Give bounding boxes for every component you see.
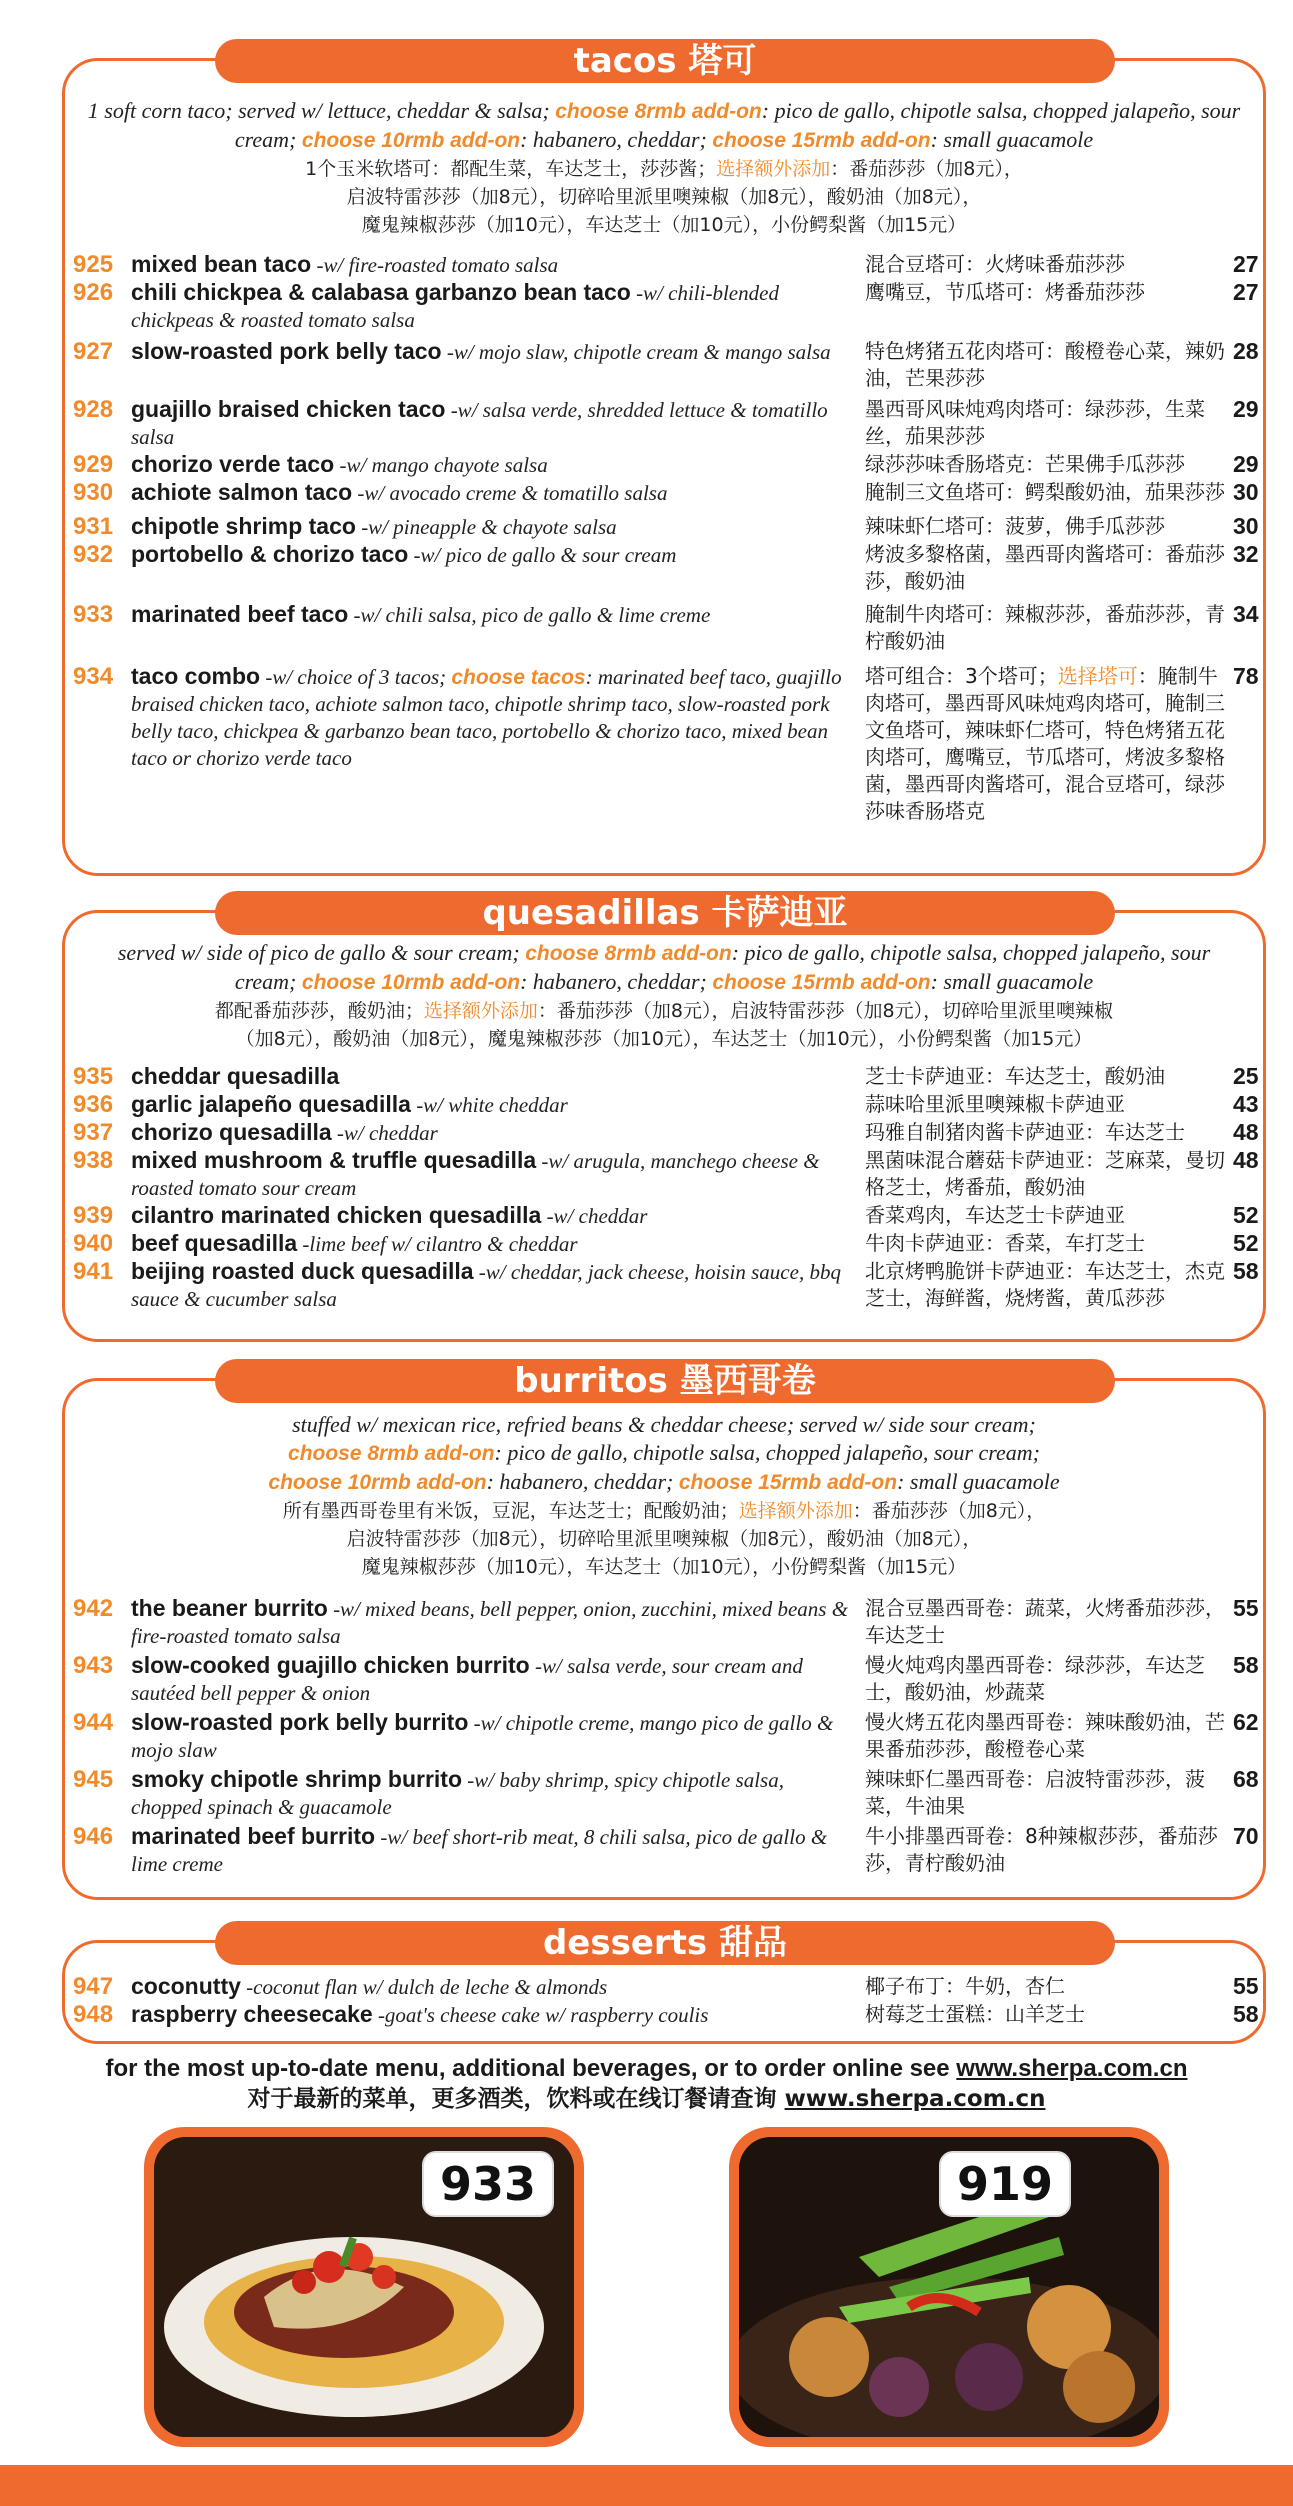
- photo-taco: [144, 2127, 584, 2447]
- tacos-intro: [85, 97, 1243, 239]
- item-name: chorizo quesadilla: [131, 1119, 332, 1145]
- item-price: 32: [1233, 541, 1259, 567]
- item-name: the beaner burrito: [131, 1595, 328, 1621]
- item-description: [131, 1063, 851, 1091]
- menu-item: [73, 279, 1259, 334]
- menu-item: [73, 601, 1259, 655]
- item-number: 940: [73, 1230, 114, 1257]
- burritos-intro-cn: 所有墨西哥卷里有米饭，豆泥，车达芝士；配酸奶油；选择额外添加：番茄莎莎（加8元）， 启波特雷莎莎（加8元），切碎哈里派里噢辣椒（加8元），酸奶油（加8元）， 魔鬼辣椒莎莎（加10元），车达芝士（加10元），小份鳄梨酱（加15元）: [282, 1500, 1046, 1578]
- item-number: 938: [73, 1147, 114, 1174]
- menu-item: [73, 1063, 1259, 1091]
- menu-item: [73, 479, 1259, 507]
- item-name: taco combo: [131, 663, 261, 689]
- item-description: [131, 1258, 851, 1313]
- item-name: raspberry cheesecake: [131, 2001, 373, 2027]
- item-name: beijing roasted duck quesadilla: [131, 1258, 474, 1284]
- burritos-item-list: [73, 1595, 1259, 1878]
- quesadillas-intro: [85, 939, 1243, 1053]
- item-number: 933: [73, 601, 114, 628]
- item-number: 932: [73, 541, 114, 568]
- menu-item: [73, 338, 1259, 392]
- item-cn: 混合豆塔可：火烤味番茄莎莎: [865, 252, 1125, 276]
- item-name: chili chickpea & calabasa garbanzo bean taco: [131, 279, 631, 305]
- quesadillas-title: [215, 891, 1115, 935]
- desserts-title-en: desserts: [542, 1923, 708, 1963]
- item-description: [131, 1595, 851, 1650]
- item-description: [131, 1709, 851, 1764]
- desserts-title: [215, 1921, 1115, 1965]
- item-price: 78: [1233, 663, 1259, 689]
- footer-cn: 对于最新的菜单，更多酒类，饮料或在线订餐请查询 www.sherpa.com.cn: [247, 2086, 1046, 2112]
- item-cn: 辣味虾仁墨西哥卷：启波特雷莎莎，菠菜，牛油果: [865, 1767, 1205, 1818]
- item-number: 939: [73, 1202, 114, 1229]
- item-desc: -w/ pineapple & chayote salsa: [355, 515, 617, 539]
- item-number: 945: [73, 1766, 114, 1793]
- item-price: 68: [1233, 1766, 1259, 1792]
- item-name: cilantro marinated chicken quesadilla: [131, 1202, 542, 1228]
- item-cn: 腌制三文鱼塔可：鳄梨酸奶油，茄果莎莎: [865, 480, 1225, 504]
- item-name: chipotle shrimp taco: [131, 513, 356, 539]
- item-desc: -w/ beef short-rib meat, 8 chili salsa, pico de gallo & lime creme: [131, 1825, 828, 1876]
- item-desc: -lime beef w/ cilantro & cheddar: [297, 1232, 578, 1256]
- menu-item: [73, 1652, 1259, 1707]
- desserts-title-cn: 甜品: [719, 1923, 788, 1963]
- item-description: [131, 251, 851, 279]
- item-description: [131, 1766, 851, 1821]
- desserts-item-list: [73, 1973, 1259, 2029]
- item-desc: -w/ baby shrimp, spicy chipotle salsa, chopped spinach & guacamole: [131, 1768, 784, 1819]
- item-description: [131, 1652, 851, 1707]
- item-cn: 鹰嘴豆，节瓜塔可：烤番茄莎莎: [865, 280, 1145, 304]
- item-cn: 腌制牛肉塔可：辣椒莎莎，番茄莎莎，青柠酸奶油: [865, 602, 1225, 653]
- item-price: 29: [1233, 451, 1259, 477]
- item-cn: 塔可组合：3个塔可；选择塔可：腌制牛肉塔可，墨西哥风味炖鸡肉塔可，腌制三文鱼塔可，辣味虾仁塔可，特色烤猪五花肉塔可，鹰嘴豆，节瓜塔可，烤波多黎格菌，墨西哥肉酱塔可，混合豆塔可，绿莎莎味香肠塔克: [865, 664, 1225, 823]
- item-name: portobello & chorizo taco: [131, 541, 409, 567]
- menu-item: [73, 541, 1259, 595]
- item-number: 930: [73, 479, 114, 506]
- item-name: achiote salmon taco: [131, 479, 353, 505]
- item-number: 943: [73, 1652, 114, 1679]
- item-price: 48: [1233, 1147, 1259, 1173]
- item-cn: 树莓芝士蛋糕：山羊芝士: [865, 2002, 1085, 2026]
- menu-item: [73, 1091, 1259, 1119]
- item-name: marinated beef taco: [131, 601, 349, 627]
- menu-item: [73, 451, 1259, 479]
- tacos-item-list: [73, 251, 1259, 825]
- item-desc-2: : marinated beef taco, guajillo braised chicken taco, achiote salmon taco, chipotle shrimp taco, slow-roasted pork belly taco, chickpea & garbanzo bean taco, portobello & chorizo taco, mixed bean taco or chorizo verde taco: [131, 665, 842, 770]
- item-name: slow-roasted pork belly burrito: [131, 1709, 469, 1735]
- item-cn: 烤波多黎格菌，墨西哥肉酱塔可：番茄莎莎，酸奶油: [865, 542, 1225, 593]
- item-description: [131, 513, 851, 541]
- item-name: garlic jalapeño quesadilla: [131, 1091, 411, 1117]
- item-number: 927: [73, 338, 114, 365]
- burritos-title-en: burritos: [514, 1361, 668, 1401]
- item-desc: -w/ salsa verde, sour cream and sautéed bell pepper & onion: [131, 1654, 803, 1705]
- menu-item: [73, 1230, 1259, 1258]
- item-name: mixed bean taco: [131, 251, 312, 277]
- item-desc: -coconut flan w/ dulch de leche & almonds: [240, 1975, 608, 1999]
- item-price: 27: [1233, 251, 1259, 277]
- item-cn: 蒜味哈里派里噢辣椒卡萨迪亚: [865, 1092, 1125, 1116]
- item-name: coconutty: [131, 1973, 241, 1999]
- item-desc: -w/ salsa verde, shredded lettuce & tomatillo salsa: [131, 398, 828, 449]
- tacos-intro-en: 1 soft corn taco; served w/ lettuce, cheddar & salsa; choose 8rmb add-on: pico de gallo, chipotle salsa, chopped jalapeño, sour cream; choose 10rmb add-on: habanero, cheddar; choose 15rmb add-on: small guacamole: [87, 98, 1241, 152]
- item-price: 25: [1233, 1063, 1259, 1089]
- item-cn: 牛小排墨西哥卷：8种辣椒莎莎，番茄莎莎，青柠酸奶油: [865, 1824, 1218, 1875]
- item-description: [131, 279, 851, 334]
- menu-item: [73, 513, 1259, 541]
- quesadillas-title-en: quesadillas: [482, 893, 700, 933]
- taco-photo-image: [154, 2137, 574, 2437]
- tacos-intro-cn: 1个玉米软塔可：都配生菜，车达芝士，莎莎酱；选择额外添加：番茄莎莎（加8元）， 启波特雷莎莎（加8元），切碎哈里派里噢辣椒（加8元），酸奶油（加8元）， 魔鬼辣椒莎莎（加10元），车达芝士（加10元），小份鳄梨酱（加15元）: [305, 158, 1023, 236]
- quesadillas-intro-en: served w/ side of pico de gallo & sour cream; choose 8rmb add-on: pico de gallo, chipotle salsa, chopped jalapeño, sour cream; choose 10rmb add-on: habanero, cheddar; choose 15rmb add-on: small guacamole: [117, 940, 1211, 994]
- burritos-title-cn: 墨西哥卷: [679, 1361, 816, 1401]
- item-description: [131, 1230, 851, 1258]
- menu-item: [73, 1147, 1259, 1202]
- photo-badge-left: 933: [422, 2151, 554, 2217]
- item-cn: 椰子布丁：牛奶，杏仁: [865, 1974, 1065, 1998]
- item-description: [131, 1119, 851, 1147]
- item-number: 931: [73, 513, 114, 540]
- item-price: 55: [1233, 1595, 1259, 1621]
- item-description: [131, 396, 851, 451]
- item-number: 942: [73, 1595, 114, 1622]
- menu-item: [73, 2001, 1259, 2029]
- item-description: [131, 1202, 851, 1230]
- menu-item: [73, 1595, 1259, 1650]
- item-price: 34: [1233, 601, 1259, 627]
- item-name: chorizo verde taco: [131, 451, 335, 477]
- item-desc: -goat's cheese cake w/ raspberry coulis: [372, 2003, 709, 2027]
- item-cn: 绿莎莎味香肠塔克：芒果佛手瓜莎莎: [865, 452, 1185, 476]
- item-name: marinated beef burrito: [131, 1823, 376, 1849]
- menu-item: [73, 1823, 1259, 1878]
- item-desc: -w/ white cheddar: [410, 1093, 568, 1117]
- footer-en: for the most up-to-date menu, additional beverages, or to order online see www.sherpa.com.cn: [105, 2055, 1188, 2082]
- footer-url-link-cn[interactable]: www.sherpa.com.cn: [784, 2086, 1046, 2112]
- item-description: [131, 338, 851, 366]
- item-desc: -w/ cheddar, jack cheese, hoisin sauce, bbq sauce & cucumber salsa: [131, 1260, 841, 1311]
- item-desc: -w/ mixed beans, bell pepper, onion, zucchini, mixed beans & fire-roasted tomato salsa: [131, 1597, 849, 1648]
- item-description: [131, 451, 851, 479]
- item-cn: 慢火烤五花肉墨西哥卷：辣味酸奶油，芒果番茄莎莎，酸橙卷心菜: [865, 1710, 1225, 1761]
- item-description: [131, 541, 851, 569]
- item-name: guajillo braised chicken taco: [131, 396, 446, 422]
- item-cn: 混合豆墨西哥卷：蔬菜，火烤番茄莎莎，车达芝士: [865, 1596, 1225, 1647]
- dish-photo-image: [739, 2137, 1159, 2437]
- menu-item: [73, 396, 1259, 451]
- item-price: 62: [1233, 1709, 1259, 1735]
- tacos-title-cn: 塔可: [688, 41, 757, 81]
- item-description: [131, 601, 851, 629]
- item-description: [131, 2001, 851, 2029]
- choose-tacos-label: choose tacos: [451, 666, 586, 689]
- item-number: 937: [73, 1119, 114, 1146]
- item-price: 58: [1233, 2001, 1259, 2027]
- menu-item: [73, 1119, 1259, 1147]
- item-price: 58: [1233, 1652, 1259, 1678]
- item-description: [131, 479, 851, 507]
- item-desc: -w/ avocado creme & tomatillo salsa: [352, 481, 668, 505]
- menu-item: [73, 1202, 1259, 1230]
- item-cn: 墨西哥风味炖鸡肉塔可：绿莎莎，生菜丝，茄果莎莎: [865, 397, 1205, 448]
- item-cn: 辣味虾仁塔可：菠萝，佛手瓜莎莎: [865, 514, 1165, 538]
- item-desc: -w/ fire-roasted tomato salsa: [311, 253, 559, 277]
- item-number: 925: [73, 251, 114, 278]
- item-price: 30: [1233, 513, 1259, 539]
- item-cn: 慢火炖鸡肉墨西哥卷：绿莎莎，车达芝士，酸奶油，炒蔬菜: [865, 1653, 1205, 1704]
- item-number: 936: [73, 1091, 114, 1118]
- tacos-title-en: tacos: [573, 41, 677, 81]
- footer-url-link[interactable]: www.sherpa.com.cn: [956, 2055, 1188, 2082]
- item-price: 30: [1233, 479, 1259, 505]
- item-price: 52: [1233, 1230, 1259, 1256]
- photo-badge-right: 919: [939, 2151, 1071, 2217]
- tacos-title: [215, 39, 1115, 83]
- item-desc: -w/ chili salsa, pico de gallo & lime creme: [348, 603, 711, 627]
- item-cn: 黑菌味混合蘑菇卡萨迪亚：芝麻菜，曼切格芝士，烤番茄，酸奶油: [865, 1148, 1225, 1199]
- item-number: 948: [73, 2001, 114, 2028]
- menu-item: [73, 1709, 1259, 1764]
- item-number: 935: [73, 1063, 114, 1090]
- item-number: 944: [73, 1709, 114, 1736]
- burritos-section: [62, 1361, 1266, 1900]
- menu-item: [73, 251, 1259, 279]
- item-name: smoky chipotle shrimp burrito: [131, 1766, 462, 1792]
- item-number: 947: [73, 1973, 114, 2000]
- bottom-orange-bar: [0, 2465, 1293, 2506]
- menu-item-combo: [73, 663, 1259, 825]
- item-description: [131, 1147, 851, 1202]
- item-description: [131, 1091, 851, 1119]
- item-number: 934: [73, 663, 114, 690]
- item-desc: -w/ pico de gallo & sour cream: [408, 543, 677, 567]
- item-name: beef quesadilla: [131, 1230, 298, 1256]
- item-desc: -w/ chipotle creme, mango pico de gallo & mojo slaw: [131, 1711, 834, 1762]
- item-number: 941: [73, 1258, 114, 1285]
- item-price: 48: [1233, 1119, 1259, 1145]
- item-number: 946: [73, 1823, 114, 1850]
- item-cn: 芝士卡萨迪亚：车达芝士，酸奶油: [865, 1064, 1165, 1088]
- item-description: [131, 663, 851, 772]
- burritos-intro-en: stuffed w/ mexican rice, refried beans & cheddar cheese; served w/ side sour cream; choose 8rmb add-on: pico de gallo, chipotle salsa, chopped jalapeño, sour cream; choose 10rmb add-on: habanero, cheddar; choose 15rmb add-on: small guacamole: [268, 1412, 1060, 1494]
- menu-item: [73, 1973, 1259, 2001]
- item-price: 43: [1233, 1091, 1259, 1117]
- menu-item: [73, 1766, 1259, 1821]
- photo-dish: [729, 2127, 1169, 2447]
- item-price: 52: [1233, 1202, 1259, 1228]
- quesadillas-title-cn: 卡萨迪亚: [711, 893, 848, 933]
- item-cn: 特色烤猪五花肉塔可：酸橙卷心菜，辣奶油，芒果莎莎: [865, 339, 1225, 390]
- footer-note: [0, 2054, 1293, 2114]
- item-cn: 北京烤鸭脆饼卡萨迪亚：车达芝士，杰克芝士，海鲜酱，烧烤酱，黄瓜莎莎: [865, 1259, 1225, 1310]
- item-cn: 玛雅自制猪肉酱卡萨迪亚：车达芝士: [865, 1120, 1185, 1144]
- item-price: 70: [1233, 1823, 1259, 1849]
- item-price: 28: [1233, 338, 1259, 364]
- item-desc: -w/ cheddar: [541, 1204, 648, 1228]
- item-price: 27: [1233, 279, 1259, 305]
- burritos-intro: [85, 1411, 1243, 1581]
- quesadillas-intro-cn: 都配番茄莎莎，酸奶油；选择额外添加：番茄莎莎（加8元），启波特雷莎莎（加8元），切碎哈里派里噢辣椒 （加8元），酸奶油（加8元），魔鬼辣椒莎莎（加10元），车达芝士（加10元），小份鳄梨酱（加15元）: [214, 1000, 1114, 1050]
- item-name: slow-roasted pork belly taco: [131, 338, 442, 364]
- item-number: 928: [73, 396, 114, 423]
- item-description: [131, 1823, 851, 1878]
- item-desc: -w/ mojo slaw, chipotle cream & mango salsa: [441, 340, 831, 364]
- tacos-section: [62, 41, 1266, 876]
- item-desc: -w/ mango chayote salsa: [334, 453, 548, 477]
- item-desc: -w/ choice of 3 tacos;: [260, 665, 452, 689]
- menu-item: [73, 1258, 1259, 1313]
- burritos-title: [215, 1359, 1115, 1403]
- item-cn: 香菜鸡肉，车达芝士卡萨迪亚: [865, 1203, 1125, 1227]
- item-desc: -w/ arugula, manchego cheese & roasted tomato sour cream: [131, 1149, 820, 1200]
- item-number: 929: [73, 451, 114, 478]
- quesadillas-section: [62, 893, 1266, 1342]
- item-name: cheddar quesadilla: [131, 1063, 340, 1089]
- item-number: 926: [73, 279, 114, 306]
- desserts-section: [62, 1923, 1266, 2044]
- item-price: 58: [1233, 1258, 1259, 1284]
- quesadillas-item-list: [73, 1063, 1259, 1313]
- item-name: mixed mushroom & truffle quesadilla: [131, 1147, 537, 1173]
- item-description: [131, 1973, 851, 2001]
- item-price: 29: [1233, 396, 1259, 422]
- item-price: 55: [1233, 1973, 1259, 1999]
- item-desc: -w/ cheddar: [331, 1121, 438, 1145]
- item-name: slow-cooked guajillo chicken burrito: [131, 1652, 530, 1678]
- item-cn: 牛肉卡萨迪亚：香菜，车打芝士: [865, 1231, 1145, 1255]
- item-desc: -w/ chili-blended chickpeas & roasted tomato salsa: [131, 281, 779, 332]
